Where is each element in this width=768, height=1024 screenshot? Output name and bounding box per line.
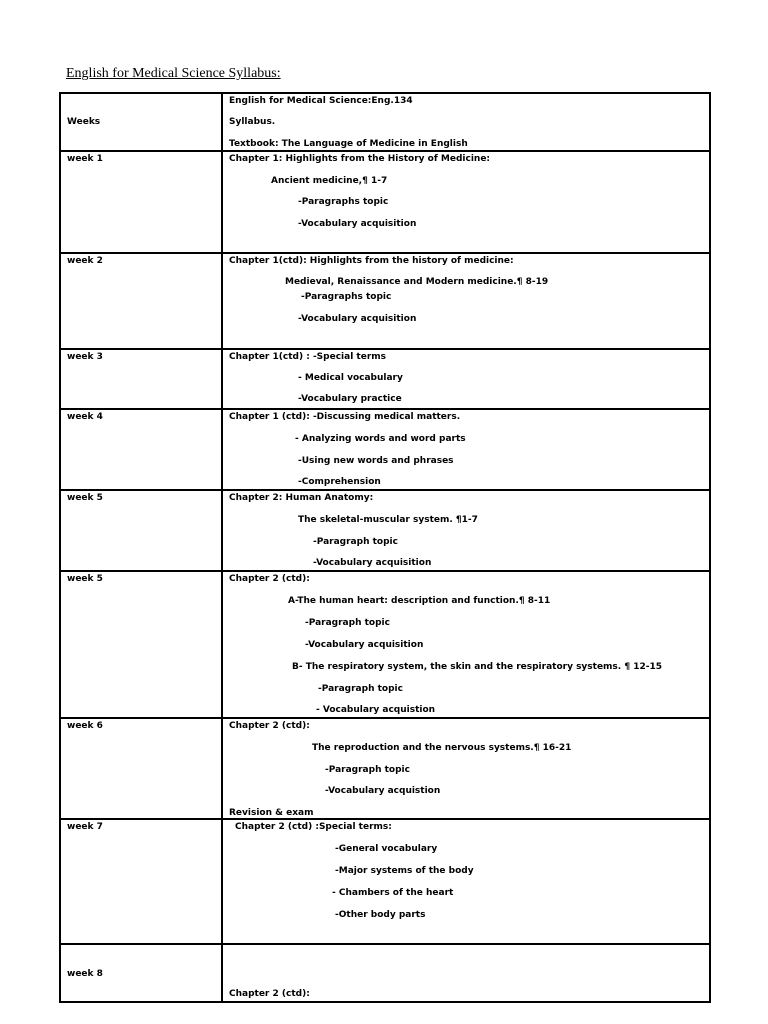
content-cell — [222, 819, 710, 944]
row-line: -Paragraph topic — [318, 684, 403, 694]
content-cell — [222, 93, 710, 151]
content-cell — [222, 151, 710, 253]
row-line: Revision & exam — [229, 808, 314, 818]
table-row — [60, 571, 710, 718]
course-title: English for Medical Science:Eng.134 — [229, 96, 413, 106]
row-line: A-The human heart: description and function.¶ 8-11 — [288, 596, 551, 606]
week-label: week 1 — [67, 154, 103, 164]
row-line: -Paragraph topic — [313, 537, 398, 547]
week-cell — [60, 819, 222, 944]
row-line: -Vocabulary acquisition — [298, 219, 417, 229]
week-label: week 6 — [67, 721, 103, 731]
row-line: -Vocabulary acquistion — [325, 786, 441, 796]
row-line: -Paragraphs topic — [298, 197, 389, 207]
row-line: -Comprehension — [298, 477, 381, 487]
row-line: Medieval, Renaissance and Modern medicine.¶ 8-19 — [285, 277, 549, 287]
content-cell — [222, 349, 710, 409]
week-label: week 5 — [67, 493, 103, 503]
row-line: -Vocabulary acquisition — [298, 314, 417, 324]
row-line: -Other body parts — [335, 910, 426, 920]
syllabus-table — [59, 92, 711, 1003]
row-line: Chapter 2 (ctd): — [229, 574, 310, 584]
row-line: -Vocabulary acquisition — [313, 558, 432, 568]
row-line: -Paragraphs topic — [301, 292, 392, 302]
document-title: English for Medical Science Syllabus: — [66, 66, 281, 81]
week-column-header: Weeks — [67, 117, 101, 127]
row-line: -Vocabulary practice — [298, 394, 402, 404]
week-label: week 2 — [67, 256, 103, 266]
row-line: Chapter 2 (ctd): — [229, 721, 310, 731]
table-row — [60, 349, 710, 409]
table-row — [60, 819, 710, 944]
row-line: -Major systems of the body — [335, 866, 474, 876]
week-cell — [60, 718, 222, 819]
week-label: week 8 — [67, 969, 103, 979]
row-line: Chapter 2 (ctd): — [229, 989, 310, 999]
content-cell — [222, 253, 710, 349]
content-cell — [222, 490, 710, 571]
syllabus-label: Syllabus. — [229, 117, 276, 127]
row-line: Chapter 1(ctd): Highlights from the history of medicine: — [229, 256, 514, 266]
row-line: Chapter 2 (ctd) :Special terms: — [235, 822, 392, 832]
week-cell — [60, 151, 222, 253]
content-cell — [222, 718, 710, 819]
row-line: Chapter 1 (ctd): -Discussing medical matters. — [229, 412, 461, 422]
row-line: -Using new words and phrases — [298, 456, 454, 466]
table-row — [60, 151, 710, 253]
row-line: Chapter 2: Human Anatomy: — [229, 493, 374, 503]
week-cell — [60, 349, 222, 409]
row-line: Chapter 1: Highlights from the History of Medicine: — [229, 154, 491, 164]
row-line: B- The respiratory system, the skin and the respiratory systems. ¶ 12-15 — [292, 662, 662, 672]
table-header-row — [60, 93, 710, 151]
table-row — [60, 490, 710, 571]
table-row — [60, 718, 710, 819]
row-line: - Vocabulary acquistion — [316, 705, 436, 715]
row-line: Chapter 1(ctd) : -Special terms — [229, 352, 386, 362]
table-row — [60, 944, 710, 1002]
row-line: -Paragraph topic — [325, 765, 410, 775]
textbook-label: Textbook: The Language of Medicine in English — [229, 139, 468, 149]
week-cell — [60, 253, 222, 349]
week-label: week 3 — [67, 352, 103, 362]
table-row — [60, 409, 710, 490]
row-line: - Medical vocabulary — [298, 373, 403, 383]
week-label: week 4 — [67, 412, 103, 422]
row-line: -Vocabulary acquisition — [305, 640, 424, 650]
week-cell — [60, 944, 222, 1002]
row-line: Ancient medicine,¶ 1-7 — [271, 176, 388, 186]
week-label: week 5 — [67, 574, 103, 584]
week-cell — [60, 93, 222, 151]
week-cell — [60, 571, 222, 718]
row-line: The reproduction and the nervous systems.¶ 16-21 — [312, 743, 572, 753]
row-line: - Chambers of the heart — [332, 888, 454, 898]
content-cell — [222, 409, 710, 490]
row-line: -General vocabulary — [335, 844, 438, 854]
row-line: -Paragraph topic — [305, 618, 390, 628]
week-cell — [60, 409, 222, 490]
row-line: The skeletal-muscular system. ¶1-7 — [298, 515, 478, 525]
table-row — [60, 253, 710, 349]
week-cell — [60, 490, 222, 571]
content-cell — [222, 944, 710, 1002]
week-label: week 7 — [67, 822, 103, 832]
content-cell — [222, 571, 710, 718]
row-line: - Analyzing words and word parts — [295, 434, 466, 444]
